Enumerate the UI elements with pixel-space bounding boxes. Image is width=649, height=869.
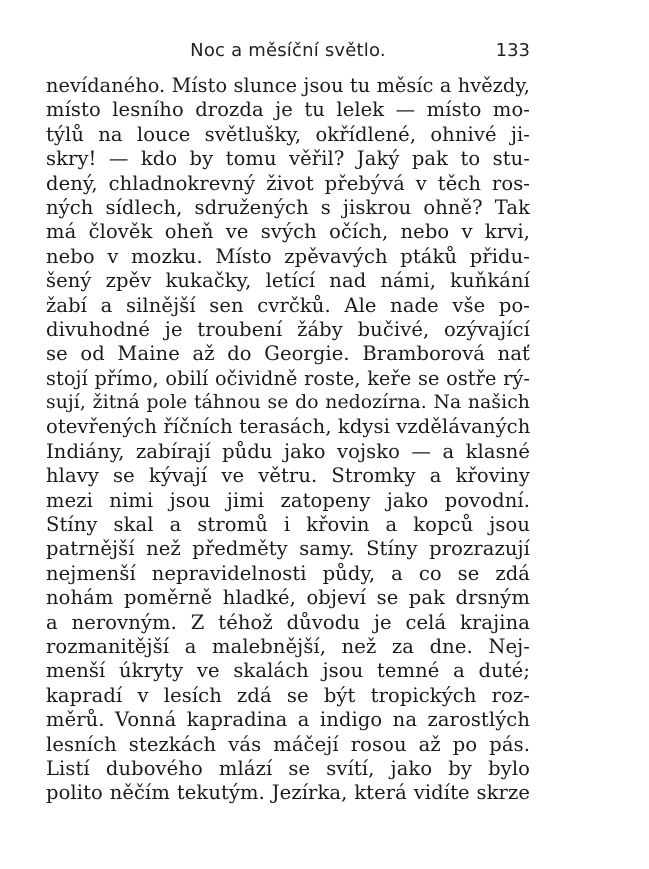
text-line: měrů. Vonná kapradina a indigo na zarostlých — [46, 708, 530, 732]
text-line: nevídaného. Místo slunce jsou tu měsíc a hvězdy, — [46, 74, 530, 97]
text-line: nebo v mozku. Místo zpěvavých ptáků přidu- — [46, 244, 530, 268]
text-line: týlů na louce světlušky, okřídlené, ohnivé ji- — [46, 122, 530, 146]
text-line: Listí dubového mlází se svítí, jako by bylo — [46, 756, 530, 780]
text-line: divuhodné je troubení žáby bučivé, ozývající — [46, 317, 530, 341]
text-line: rozmanitější a malebnější, než za dne. Nej- — [46, 634, 530, 658]
text-line: a nerovným. Z téhož důvodu je celá krajina — [46, 610, 530, 634]
text-line: žabí a silnější sen cvrčků. Ale nade vše po- — [46, 293, 530, 317]
text-line: místo lesního drozda je tu lelek — místo mo- — [46, 98, 530, 122]
text-line: Indiány, zabírají půdu jako vojsko — a klasné — [46, 439, 530, 463]
text-line: dený, chladnokrevný život přebývá v těch ros- — [46, 171, 530, 195]
text-line: nohám poměrně hladké, objeví se pak drsným — [46, 586, 530, 610]
text-line: otevřených říčních terasách, kdysi vzdělávaných — [46, 415, 530, 439]
text-line: polito něčím tekutým. Jezírka, která vidíte skrze — [46, 781, 530, 805]
text-line: šený zpěv kukačky, letící nad námi, kuňkání — [46, 269, 530, 293]
page-number: 133 — [495, 40, 530, 61]
body-text — [46, 74, 530, 806]
text-line: sují, žitná pole táhnou se do nedozírna. Na našich — [46, 392, 530, 414]
text-line: má člověk oheň ve svých očích, nebo v krvi, — [46, 220, 530, 244]
text-line: nejmenší nepravidelnosti půdy, a co se zdá — [46, 561, 530, 585]
running-head — [46, 40, 530, 66]
text-line: patrnější než předměty samy. Stíny prozrazují — [46, 537, 530, 561]
text-line: stojí přímo, obilí očividně roste, keře se ostře rý- — [46, 366, 530, 390]
text-line: ných sídlech, sdružených s jiskrou ohně? Tak — [46, 195, 530, 219]
text-line: kapradí v lesích zdá se být tropických roz- — [46, 683, 530, 707]
running-title: Noc a měsíční světlo. — [190, 40, 386, 61]
text-line: menší úkryty ve skalách jsou temné a duté; — [46, 659, 530, 683]
text-line: hlavy se kývají ve větru. Stromky a křoviny — [46, 464, 530, 488]
text-line: skry! — kdo by tomu věřil? Jaký pak to stu- — [46, 147, 530, 171]
text-line: lesních stezkách vás máčejí rosou až po pás. — [46, 732, 530, 756]
text-line: mezi nimi jsou jimi zatopeny jako povodní. — [46, 488, 530, 512]
text-line: se od Maine až do Georgie. Bramborová nať — [46, 342, 530, 366]
text-line: Stíny skal a stromů i křovin a kopců jsou — [46, 513, 530, 537]
